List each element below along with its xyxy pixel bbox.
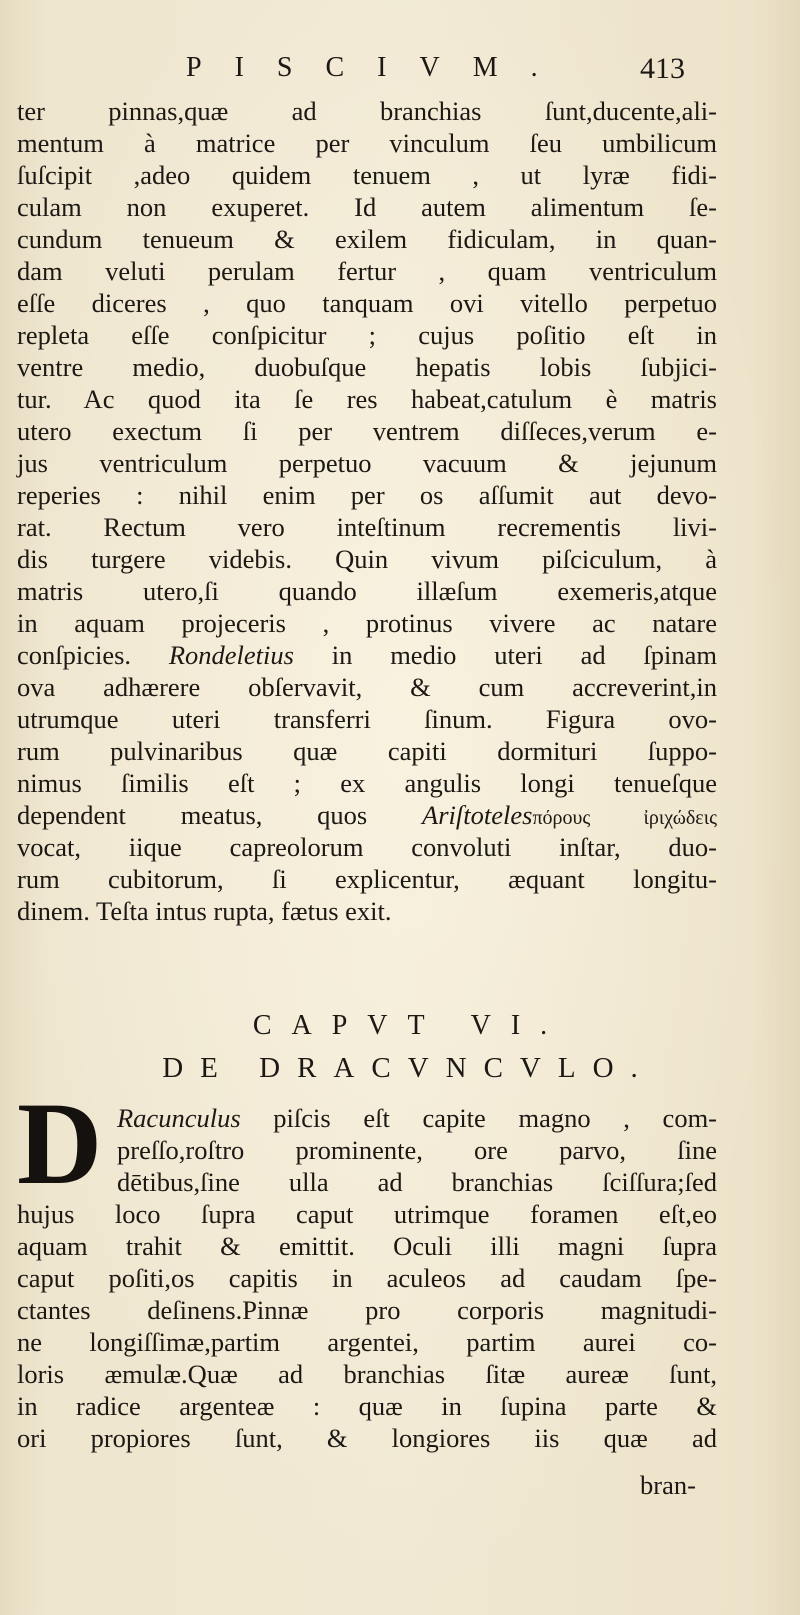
text-line: eſſe diceres , quo tanquam ovi vitello perpetuo <box>17 288 717 318</box>
text-line: in radice argenteæ : quæ in ſupina parte & <box>17 1391 717 1421</box>
text-line: ova adhærere obſervavit, & cum accreverint,in <box>17 672 717 702</box>
chapter-subtitle: DE DRACVNCVLO. <box>162 1052 655 1084</box>
text-line: aquam trahit & emittit. Oculi illi magni ſupra <box>17 1231 717 1261</box>
text-segment: piſcis eſt capite magno , com- <box>240 1103 717 1133</box>
text-line: caput poſiti,os capitis in aculeos ad caudam ſpe- <box>17 1263 717 1293</box>
text-line: in aquam projeceris , protinus vivere ac natare <box>17 608 717 638</box>
text-line: rum pulvinaribus quæ capiti dormituri ſuppo- <box>17 736 717 766</box>
text-line: rum cubitorum, ſi explicentur, æquant longitu- <box>17 864 717 894</box>
text-line-rondeletius <box>17 639 717 671</box>
chapter-title: CAPVT VI. <box>252 1010 568 1041</box>
text-line: repleta eſſe conſpicitur ; cujus poſitio eſt in <box>17 320 717 350</box>
text-line: hujus loco ſupra caput utrimque foramen eſt,eo <box>17 1199 717 1229</box>
text-segment: in medio uteri ad ſpinam <box>293 640 717 670</box>
text-line: preſſo,roſtro prominente, ore parvo, ſine <box>117 1135 717 1165</box>
text-line: dētibus,ſine ulla ad branchias ſciſſura;ſed <box>117 1167 717 1197</box>
section-first-line <box>17 1102 717 1134</box>
text-line: dam veluti perulam fertur , quam ventriculum <box>17 256 717 286</box>
author-name-aristoteles: Ariſtoteles <box>422 800 533 830</box>
text-line: reperies : nihil enim per os aſſumit aut devo- <box>17 480 717 510</box>
text-line: tur. Ac quod ita ſe res habeat,catulum è matris <box>17 384 717 414</box>
text-segment: conſpicies. <box>17 640 169 670</box>
text-line: rat. Rectum vero inteſtinum recrementis livi- <box>17 512 717 542</box>
text-line: ctantes deſinens.Pinnæ pro corporis magnitudi- <box>17 1295 717 1325</box>
text-line: culam non exuperet. Id autem alimentum ſe- <box>17 192 717 222</box>
section-first-word: Racunculus <box>117 1103 241 1133</box>
main-text-block <box>17 95 717 927</box>
text-line: ventre medio, duobuſque hepatis lobis ſubjici- <box>17 352 717 382</box>
drop-cap-initial: D <box>17 1078 103 1209</box>
greek-phrase: πόρους ἰριχώδεις <box>532 807 717 829</box>
text-line: nimus ſimilis eſt ; ex angulis longi tenueſque <box>17 768 717 798</box>
running-head <box>0 48 800 88</box>
text-line: mentum à matrice per vinculum ſeu umbilicum <box>17 128 717 158</box>
text-line: cundum tenueum & exilem fidiculam, in quan- <box>17 224 717 254</box>
text-line: ori propiores ſunt, & longiores iis quæ ad <box>17 1423 717 1453</box>
text-line: ne longiſſimæ,partim argentei, partim aurei co- <box>17 1327 717 1357</box>
text-line: utero exectum ſi per ventrem diſſeces,verum e- <box>17 416 717 446</box>
text-line: vocat, iique capreolorum convoluti inſtar, duo- <box>17 832 717 862</box>
text-line-last: dinem. Teſta intus rupta, fætus exit. <box>17 896 392 926</box>
text-line-aristoteles <box>17 799 717 831</box>
text-line: loris æmulæ.Quæ ad branchias ſitæ aureæ ſunt, <box>17 1359 717 1389</box>
text-line: utrumque uteri transferri ſinum. Figura ovo- <box>17 704 717 734</box>
text-line: dis turgere videbis. Quin vivum piſciculum, à <box>17 544 717 574</box>
text-segment: dependent meatus, quos <box>17 800 423 830</box>
author-name-rondeletius: Rondeletius <box>168 640 294 670</box>
text-line: ter pinnas,quæ ad branchias ſunt,ducente,ali- <box>17 96 717 126</box>
section-text-block <box>17 1102 717 1454</box>
text-line: ſuſcipit ,adeo quidem tenuem , ut lyræ fidi- <box>17 160 717 190</box>
catchword: bran- <box>640 1470 696 1500</box>
text-line: jus ventriculum perpetuo vacuum & jejunum <box>17 448 717 478</box>
text-line: matris utero,ſi quando illæſum exemeris,atque <box>17 576 717 606</box>
running-title: PISCIVM. <box>186 52 571 83</box>
page-number: 413 <box>640 52 685 85</box>
